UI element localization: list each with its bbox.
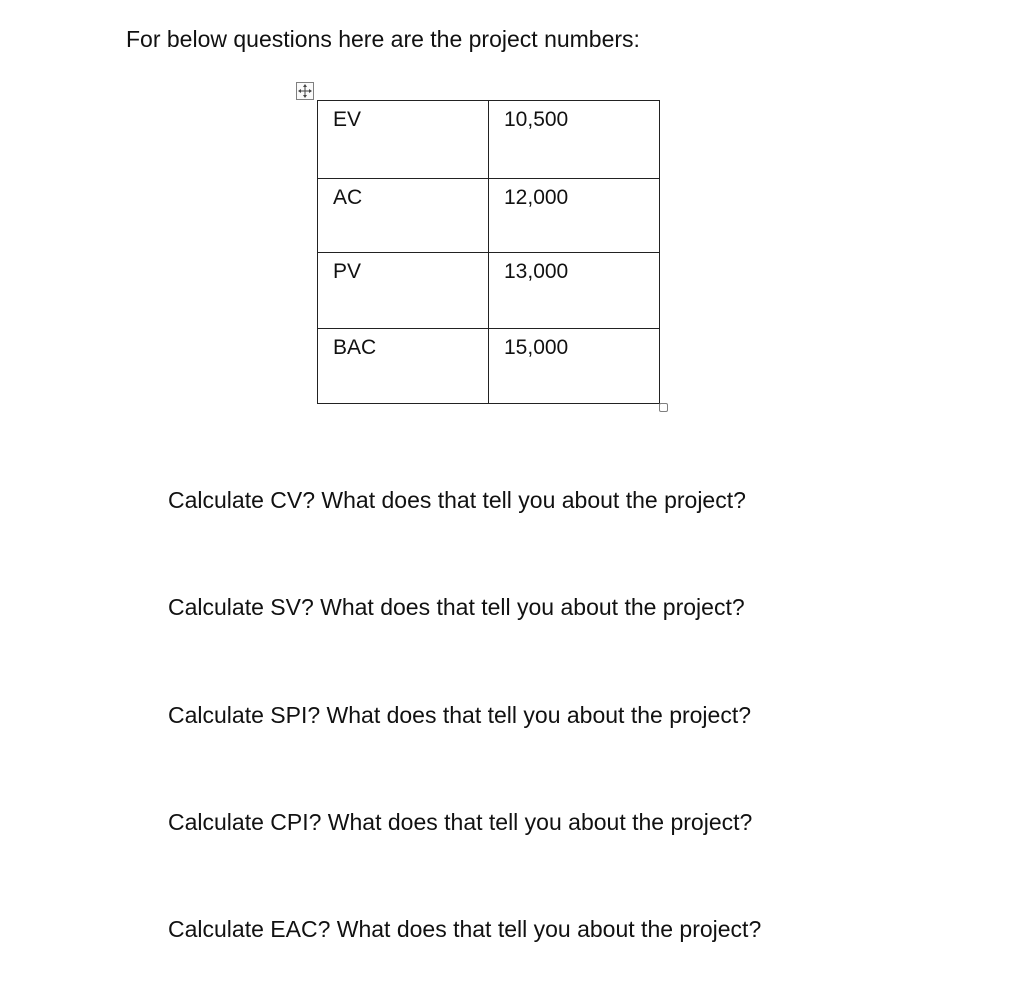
table-cell-value[interactable]: 13,000 — [489, 253, 660, 329]
question-cv: Calculate CV? What does that tell you about the project? — [168, 487, 746, 513]
table-cell-value[interactable]: 10,500 — [489, 101, 660, 179]
table-cell-value[interactable]: 15,000 — [489, 329, 660, 404]
table-cell-label[interactable]: BAC — [318, 329, 489, 404]
intro-text: For below questions here are the project numbers: — [126, 26, 640, 52]
table-row — [318, 179, 660, 253]
table-resize-handle[interactable] — [659, 403, 668, 412]
question-eac: Calculate EAC? What does that tell you about the project? — [168, 916, 762, 942]
project-numbers-table — [317, 100, 660, 404]
table-cell-label[interactable]: PV — [318, 253, 489, 329]
question-sv: Calculate SV? What does that tell you about the project? — [168, 594, 745, 620]
table-cell-label[interactable]: EV — [318, 101, 489, 179]
table-move-handle[interactable] — [296, 82, 314, 100]
question-spi: Calculate SPI? What does that tell you about the project? — [168, 702, 752, 728]
table-cell-value[interactable]: 12,000 — [489, 179, 660, 253]
table-cell-label[interactable]: AC — [318, 179, 489, 253]
move-cross-icon — [297, 83, 313, 99]
table-row — [318, 101, 660, 179]
table-row — [318, 253, 660, 329]
table-row — [318, 329, 660, 404]
question-cpi: Calculate CPI? What does that tell you about the project? — [168, 809, 753, 835]
